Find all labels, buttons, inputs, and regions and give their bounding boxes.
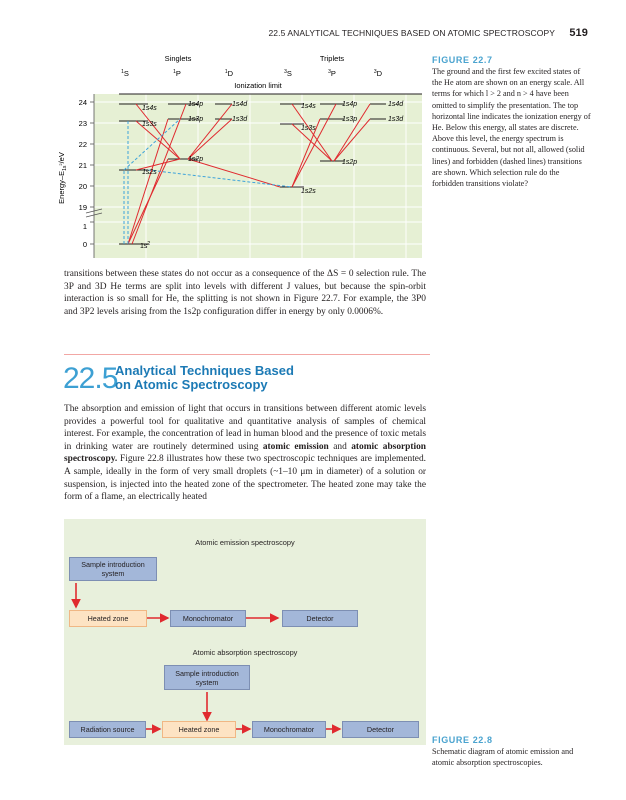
figure-22-7-label: FIGURE 22.7	[432, 55, 493, 65]
y-tick: 22	[78, 140, 87, 149]
running-title: 22.5 ANALYTICAL TECHNIQUES BASED ON ATOMIC SPECTROSCOPY	[268, 28, 555, 38]
page-number: 519	[569, 27, 588, 39]
ionization-limit-label: Ionization limit	[234, 81, 282, 90]
monochromator-box-absorption: Monochromator	[252, 721, 326, 738]
singlets-label: Singlets	[164, 54, 192, 63]
section-title	[115, 364, 294, 392]
schematic-arrows	[64, 519, 426, 745]
label-t-1s3p: 1s3p	[342, 116, 358, 123]
monochromator-box-emission: Monochromator	[170, 610, 246, 627]
col-1S-label: $^1$S	[121, 69, 129, 78]
schematic-diagram	[64, 519, 426, 745]
y-tick: 23	[78, 119, 87, 128]
y-axis-ticks	[90, 102, 94, 244]
label-t-1s4d: 1s4d	[388, 101, 404, 108]
label-s-1s3p: 1s3p	[188, 116, 204, 123]
label-t-1s4p: 1s4p	[342, 101, 358, 108]
y-tick: 21	[78, 161, 87, 170]
y-tick: 24	[78, 98, 87, 107]
y-tick: 20	[78, 182, 87, 191]
section-title-line2: on Atomic Spectroscopy	[115, 377, 268, 392]
figure-22-8-label: FIGURE 22.8	[432, 735, 493, 745]
paragraph-atomic-spectroscopy	[64, 403, 426, 504]
col-3D-label: $^3$D	[373, 69, 383, 78]
label-t-1s2p: 1s2p	[342, 159, 358, 166]
radiation-source-box: Radiation source	[69, 721, 146, 738]
y-axis-label: Energy–$E_{1s}^2/eV$	[57, 152, 68, 204]
col-3P-label: $^3$P	[328, 69, 336, 78]
y-tick: 0	[82, 240, 87, 249]
running-header	[268, 27, 588, 39]
label-ground: $1s^2$	[140, 241, 151, 250]
section-number: 22.5	[63, 362, 118, 395]
section-title-line1: Analytical Techniques Based	[115, 363, 294, 378]
sample-introduction-box-absorption: Sample introduction system	[164, 665, 250, 690]
emission-title: Atomic emission spectroscopy	[195, 538, 295, 547]
y-tick: 1	[82, 222, 87, 231]
paragraph-forbidden-transitions: transitions between these states do not occur as a consequence of the ΔS = 0 selection rule. The 3P and 3D He terms are split into levels with different J values, but because the spin-orbit interaction is so small for He, the splitting is not shown in Figure 22.7. For example, the 3P0 and 3P2 levels arising from the 1s2p configuration differ in energy by only 0.0006%.	[64, 269, 426, 317]
label-s-1s3s: 1s3s	[142, 121, 157, 128]
label-t-1s4s: 1s4s	[301, 103, 316, 110]
col-1D-label: $^1$D	[224, 69, 234, 78]
label-t-1s2s: 1s2s	[301, 188, 316, 195]
term-atomic-absorption: atomic absorption spectroscopy.	[64, 441, 427, 465]
p2-text2: and	[328, 441, 352, 452]
p2-text3: Figure 22.8 illustrates how these two spectroscopic techniques are implemented. A sample, ideally in the form of very small droplets (~1–10 μm in diameter) of a solution or suspension, is injected into the heated zone of the spectrometer. The heated zone may take the form of a flame, an electrically heated	[64, 454, 426, 503]
absorption-title: Atomic absorption spectroscopy	[192, 648, 298, 657]
col-1P-label: $^1$P	[173, 69, 181, 78]
figure-22-7-caption: The ground and the first few excited states of the He atom are shown on an energy scale. All terms for which l > 2 and n > 4 have been omitted to simplify the presentation. The top horizontal line indicates the ionization energy of He. Below this energy, all states are discrete. Above this level, the energy spectrum is continuous. Several, but not all, allowed (solid lines) and forbidden (dashed lines) transitions are shown. Which selection rule do the forbidden transitions violate?	[432, 67, 591, 189]
label-s-1s4d: 1s4d	[232, 101, 248, 108]
energy-level-diagram	[52, 48, 434, 262]
label-s-1s2s: 1s2s	[142, 169, 157, 176]
label-s-1s4s: 1s4s	[142, 105, 157, 112]
label-t-1s3s: 1s3s	[301, 125, 316, 132]
label-t-1s3d: 1s3d	[388, 116, 404, 123]
section-rule	[64, 354, 430, 355]
y-tick: 19	[78, 203, 87, 212]
col-3S-label: $^3$S	[284, 69, 292, 78]
detector-box-absorption: Detector	[342, 721, 419, 738]
y-tick-labels	[79, 98, 87, 249]
label-s-1s3d: 1s3d	[232, 116, 248, 123]
triplets-label: Triplets	[319, 54, 345, 63]
p2-text1: The absorption and emission of light that occurs in transitions between different atomic levels provides a powerful tool for qualitative and quantitative analysis of samples of chemical interest. For example, the concentration of lead in human blood and the presence of toxic metals in drinking water are routinely determined using	[64, 404, 426, 452]
heated-zone-box-absorption: Heated zone	[162, 721, 236, 738]
detector-box-emission: Detector	[282, 610, 358, 627]
sample-introduction-box-emission: Sample introduction system	[69, 557, 157, 581]
figure-22-8-caption: Schematic diagram of atomic emission and atomic absorption spectroscopies.	[432, 747, 574, 768]
label-s-1s4p: 1s4p	[188, 101, 204, 108]
term-atomic-emission: atomic emission	[262, 441, 329, 452]
heated-zone-box-emission: Heated zone	[69, 610, 147, 627]
label-s-1s2p: 1s2p	[188, 156, 204, 163]
